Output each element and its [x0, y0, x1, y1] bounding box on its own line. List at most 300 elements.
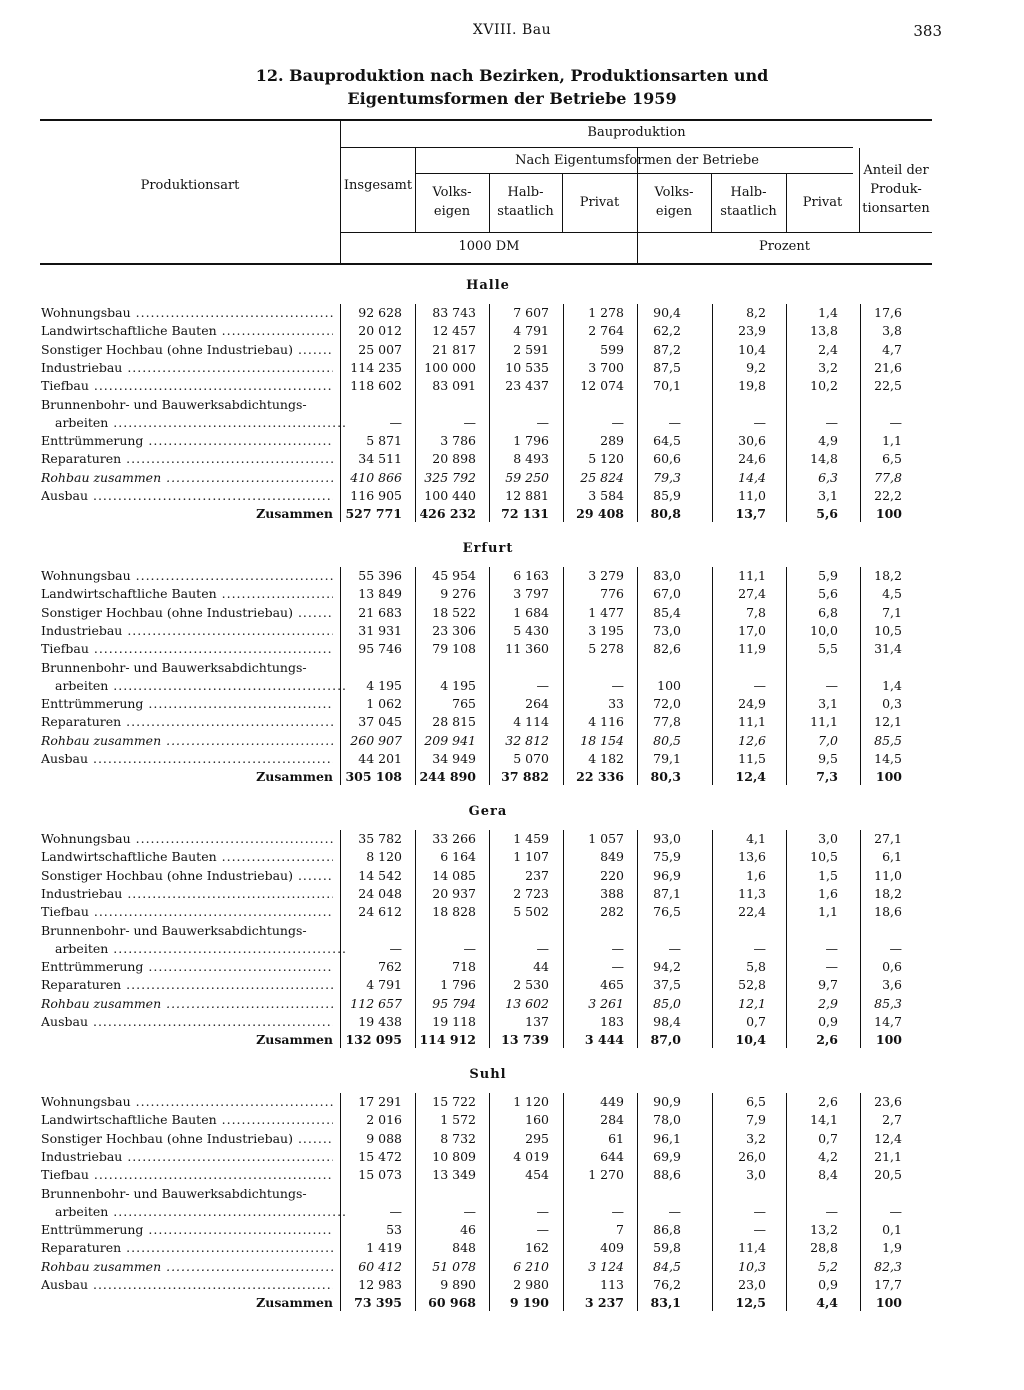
cell-privat-pct: 5,9	[818, 568, 838, 583]
table-row	[0, 677, 1024, 695]
cell-insgesamt: 410 866	[350, 469, 402, 485]
cell-halbstaatlich-dm: 160	[525, 1112, 549, 1128]
cell-privat-dm: 3 195	[588, 622, 624, 638]
cell-halbstaatlich-dm: 10 535	[505, 359, 549, 375]
cell-volkseigen-dm: 28 815	[432, 714, 476, 730]
section-suhl	[0, 1057, 1024, 1320]
cell-halbstaatlich-dm: 7 607	[513, 305, 549, 320]
cell-volkseigen-dm: 19 118	[432, 1014, 476, 1029]
cell-insgesamt: 118 602	[350, 378, 402, 394]
cell-halbstaatlich-dm: 2 530	[513, 977, 549, 993]
cell-privat-dm: 220	[600, 867, 624, 883]
cell-volkseigen-pct: 80,3	[650, 769, 681, 785]
cell-halbstaatlich-dm: 1 107	[513, 849, 549, 865]
table-row	[0, 304, 1024, 322]
cell-privat-dm: 3 279	[588, 568, 624, 583]
cell-anteil: —	[889, 1203, 902, 1219]
table-body	[0, 268, 1024, 1320]
cell-privat-pct: 0,9	[818, 1014, 838, 1029]
cell-halbstaatlich-dm: 137	[525, 1014, 549, 1029]
cell-halbstaatlich-pct: 12,6	[738, 732, 766, 748]
cell-privat-pct: 1,5	[818, 867, 838, 883]
row-label: Tiefbau .....	[41, 1166, 333, 1184]
cell-halbstaatlich-pct: 8,2	[746, 305, 766, 320]
cell-insgesamt: 73 395	[354, 1295, 402, 1311]
cell-volkseigen-dm: —	[463, 1203, 476, 1219]
cell-halbstaatlich-dm: 1 459	[513, 831, 549, 846]
cell-halbstaatlich-pct: —	[753, 1222, 766, 1238]
cell-insgesamt: 25 007	[358, 341, 402, 357]
cell-halbstaatlich-pct: 1,6	[746, 867, 766, 883]
table-row	[0, 1148, 1024, 1166]
cell-volkseigen-dm: 718	[452, 959, 476, 975]
cell-volkseigen-dm: 100 000	[424, 359, 476, 375]
cell-halbstaatlich-pct: 10,4	[735, 1032, 766, 1048]
cell-anteil: 6,1	[882, 849, 902, 865]
cell-volkseigen-pct: 93,0	[653, 831, 681, 846]
cell-privat-dm: 289	[600, 433, 624, 449]
cell-anteil: 17,6	[874, 305, 902, 320]
unit-percent-label: Prozent	[759, 239, 810, 254]
table-row	[0, 487, 1024, 505]
cell-privat-dm: 2 764	[588, 323, 624, 339]
cell-privat-dm: —	[611, 959, 624, 975]
cell-halbstaatlich-dm: 32 812	[505, 732, 549, 748]
halbstaatlich-pct-header: Halb- staatlich	[720, 185, 777, 219]
cell-insgesamt: —	[389, 414, 402, 430]
cell-privat-dm: 849	[600, 849, 624, 865]
cell-privat-pct: 10,0	[810, 622, 838, 638]
row-label: Brunnenbohr- und Bauwerksabdichtungs-	[41, 922, 307, 938]
table-row	[0, 450, 1024, 468]
cell-privat-pct: 2,9	[818, 995, 838, 1011]
cell-anteil: 17,7	[874, 1277, 902, 1292]
cell-anteil: 100	[875, 1032, 902, 1048]
cell-halbstaatlich-pct: 14,4	[738, 469, 766, 485]
cell-halbstaatlich-dm: 23 437	[505, 378, 549, 394]
cell-anteil: 21,1	[874, 1148, 902, 1164]
cell-insgesamt: 19 438	[358, 1014, 402, 1029]
cell-privat-pct: 0,7	[818, 1130, 838, 1146]
row-label: Sonstiger Hochbau (ohne Industriebau) .....	[41, 867, 333, 885]
cell-halbstaatlich-pct: —	[753, 414, 766, 430]
cell-privat-pct: 6,3	[818, 469, 838, 485]
cell-volkseigen-dm: 34 949	[432, 751, 476, 766]
cell-privat-pct: 3,0	[818, 831, 838, 846]
cell-halbstaatlich-dm: 6 163	[513, 568, 549, 583]
cell-privat-pct: 9,5	[818, 751, 838, 766]
cell-volkseigen-dm: 79 108	[432, 641, 476, 657]
cell-anteil: 1,4	[882, 677, 902, 693]
row-label: Rohbau zusammen .....	[41, 732, 333, 750]
cell-privat-pct: —	[825, 940, 838, 956]
volkseigen-dm-header: Volks- eigen	[432, 185, 472, 219]
cell-volkseigen-dm: 20 937	[432, 885, 476, 901]
cell-privat-dm: 61	[608, 1130, 624, 1146]
cell-anteil: 18,6	[874, 904, 902, 920]
table-row	[0, 341, 1024, 359]
bauproduktion-header: Bauproduktion	[587, 125, 686, 140]
cell-anteil: 100	[875, 769, 902, 785]
table-row	[0, 940, 1024, 958]
cell-halbstaatlich-pct: 19,8	[738, 378, 766, 394]
page-number: 383	[913, 22, 942, 40]
cell-insgesamt: 762	[378, 959, 402, 975]
cell-insgesamt: —	[389, 1203, 402, 1219]
cell-halbstaatlich-dm: 1 796	[513, 433, 549, 449]
table-row	[0, 1013, 1024, 1031]
table-row	[0, 903, 1024, 921]
cell-privat-dm: 409	[600, 1240, 624, 1256]
cell-anteil: 85,5	[874, 732, 902, 748]
cell-volkseigen-dm: —	[463, 940, 476, 956]
cell-privat-pct: 14,1	[810, 1112, 838, 1128]
privat-dm-header: Privat	[579, 195, 620, 210]
row-label: Sonstiger Hochbau (ohne Industriebau) .....	[41, 604, 333, 622]
row-label: Reparaturen .....	[41, 976, 333, 994]
cell-insgesamt: 114 235	[350, 359, 402, 375]
cell-volkseigen-dm: 20 898	[432, 451, 476, 467]
cell-volkseigen-pct: 79,1	[653, 751, 681, 766]
row-label: Landwirtschaftliche Bauten .....	[41, 1111, 333, 1129]
row-label: Landwirtschaftliche Bauten .....	[41, 322, 333, 340]
cell-volkseigen-pct: 85,4	[653, 604, 681, 620]
cell-insgesamt: 2 016	[366, 1112, 402, 1128]
cell-volkseigen-pct: 83,0	[653, 568, 681, 583]
cell-halbstaatlich-pct: 22,4	[738, 904, 766, 920]
cell-halbstaatlich-pct: —	[753, 940, 766, 956]
privat-pct-header: Privat	[802, 195, 843, 210]
row-label: Rohbau zusammen .....	[41, 995, 333, 1013]
cell-privat-pct: 5,6	[816, 506, 838, 522]
cell-privat-dm: 776	[600, 586, 624, 602]
cell-insgesamt: 15 472	[358, 1148, 402, 1164]
cell-privat-dm: 3 700	[588, 359, 624, 375]
cell-halbstaatlich-pct: 4,1	[746, 831, 766, 846]
cell-volkseigen-dm: 21 817	[432, 341, 476, 357]
cell-insgesamt: 35 782	[358, 831, 402, 846]
cell-privat-pct: 11,1	[810, 714, 838, 730]
cell-halbstaatlich-pct: 10,4	[738, 341, 766, 357]
cell-halbstaatlich-dm: 2 980	[513, 1277, 549, 1292]
row-label: Zusammen	[256, 769, 333, 785]
table-row	[0, 732, 1024, 750]
table-row	[0, 1130, 1024, 1148]
table-row	[0, 377, 1024, 395]
cell-halbstaatlich-pct: 26,0	[738, 1148, 766, 1164]
row-label: Sonstiger Hochbau (ohne Industriebau) .....	[41, 1130, 333, 1148]
row-label: arbeiten .....	[41, 414, 347, 432]
cell-halbstaatlich-dm: 13 602	[505, 995, 549, 1011]
cell-volkseigen-dm: 848	[452, 1240, 476, 1256]
cell-insgesamt: 4 791	[366, 977, 402, 993]
section-title: Suhl	[469, 1067, 507, 1082]
cell-volkseigen-pct: 79,3	[653, 469, 681, 485]
section-title: Halle	[466, 278, 510, 293]
halbstaatlich-dm-header: Halb- staatlich	[497, 185, 554, 219]
cell-volkseigen-pct: 78,0	[653, 1112, 681, 1128]
cell-halbstaatlich-pct: 11,1	[738, 568, 766, 583]
chapter-heading: XVIII. Bau	[472, 22, 552, 38]
cell-privat-pct: 5,2	[818, 1258, 838, 1274]
cell-privat-pct: 7,0	[818, 732, 838, 748]
row-label: Reparaturen .....	[41, 713, 333, 731]
cell-privat-pct: 10,2	[810, 378, 838, 394]
cell-insgesamt: 21 683	[358, 604, 402, 620]
cell-halbstaatlich-dm: 2 591	[513, 341, 549, 357]
cell-volkseigen-pct: 59,8	[653, 1240, 681, 1256]
cell-privat-pct: 4,9	[818, 433, 838, 449]
cell-volkseigen-dm: 244 890	[419, 769, 476, 785]
cell-halbstaatlich-dm: 9 190	[509, 1295, 549, 1311]
cell-privat-dm: 5 120	[588, 451, 624, 467]
cell-privat-dm: —	[611, 1203, 624, 1219]
cell-anteil: 22,5	[874, 378, 902, 394]
section-erfurt	[0, 531, 1024, 794]
cell-anteil: 0,6	[882, 959, 902, 975]
cell-privat-pct: 2,6	[818, 1094, 838, 1109]
cell-privat-dm: 4 182	[588, 751, 624, 766]
row-label: Industriebau .....	[41, 1148, 333, 1166]
row-label: Wohnungsbau .....	[41, 830, 333, 848]
cell-halbstaatlich-pct: 17,0	[738, 622, 766, 638]
cell-privat-dm: —	[611, 414, 624, 430]
unit-dm-label: 1000 DM	[458, 239, 520, 254]
cell-halbstaatlich-dm: 72 131	[501, 506, 549, 522]
cell-volkseigen-dm: 114 912	[419, 1032, 476, 1048]
cell-privat-pct: 14,8	[810, 451, 838, 467]
cell-privat-dm: —	[611, 677, 624, 693]
table-row	[0, 1185, 1024, 1203]
cell-volkseigen-dm: 23 306	[432, 622, 476, 638]
row-label: Wohnungsbau .....	[41, 567, 333, 585]
cell-privat-pct: 1,1	[818, 904, 838, 920]
cell-privat-dm: 22 336	[576, 769, 624, 785]
volkseigen-pct-header: Volks- eigen	[654, 185, 694, 219]
cell-volkseigen-pct: 60,6	[653, 451, 681, 467]
anteil-header: Anteil der Produk- tionsarten	[862, 163, 930, 216]
cell-volkseigen-pct: —	[668, 1203, 681, 1219]
cell-privat-pct: 3,1	[818, 696, 838, 712]
cell-privat-dm: 113	[600, 1277, 624, 1292]
cell-privat-pct: 5,6	[818, 586, 838, 602]
cell-anteil: 77,8	[874, 469, 902, 485]
table-row	[0, 976, 1024, 994]
cell-privat-pct: —	[825, 414, 838, 430]
row-label: Ausbau .....	[41, 750, 333, 768]
cell-halbstaatlich-pct: 12,1	[738, 995, 766, 1011]
row-label: Landwirtschaftliche Bauten .....	[41, 585, 333, 603]
cell-halbstaatlich-dm: —	[536, 1203, 549, 1219]
header-bottom-rule	[40, 263, 932, 265]
cell-privat-dm: 3 124	[588, 1258, 624, 1274]
cell-halbstaatlich-pct: 11,9	[738, 641, 766, 657]
cell-privat-dm: 1 057	[588, 831, 624, 846]
cell-halbstaatlich-dm: 5 430	[513, 622, 549, 638]
cell-halbstaatlich-dm: 264	[525, 696, 549, 712]
table-row	[0, 695, 1024, 713]
table-row	[0, 1221, 1024, 1239]
cell-privat-dm: 284	[600, 1112, 624, 1128]
cell-volkseigen-dm: 51 078	[432, 1258, 476, 1274]
table-row	[0, 830, 1024, 848]
cell-volkseigen-pct: 73,0	[653, 622, 681, 638]
cell-volkseigen-pct: 72,0	[653, 696, 681, 712]
cell-anteil: 12,1	[874, 714, 902, 730]
cell-anteil: 14,7	[874, 1014, 902, 1029]
cell-privat-dm: 33	[608, 696, 624, 712]
cell-volkseigen-pct: 94,2	[653, 959, 681, 975]
cell-halbstaatlich-dm: 59 250	[505, 469, 549, 485]
cell-volkseigen-dm: 1 572	[440, 1112, 476, 1128]
cell-anteil: 22,2	[874, 488, 902, 503]
cell-halbstaatlich-pct: 5,8	[746, 959, 766, 975]
cell-volkseigen-pct: 75,9	[653, 849, 681, 865]
cell-volkseigen-pct: 87,5	[653, 359, 681, 375]
cell-halbstaatlich-pct: 13,6	[738, 849, 766, 865]
cell-halbstaatlich-pct: —	[753, 677, 766, 693]
cell-insgesamt: 116 905	[350, 488, 402, 503]
cell-anteil: 21,6	[874, 359, 902, 375]
cell-halbstaatlich-dm: 454	[525, 1167, 549, 1183]
cell-insgesamt: 92 628	[358, 305, 402, 320]
cell-privat-dm: 5 278	[588, 641, 624, 657]
cell-halbstaatlich-dm: 4 791	[513, 323, 549, 339]
table-row	[0, 848, 1024, 866]
table-row	[0, 585, 1024, 603]
cell-anteil: 100	[875, 506, 902, 522]
row-label: Rohbau zusammen .....	[41, 469, 333, 487]
cell-volkseigen-dm: 13 349	[432, 1167, 476, 1183]
cell-volkseigen-pct: 76,2	[653, 1277, 681, 1292]
cell-privat-pct: 5,5	[818, 641, 838, 657]
cell-halbstaatlich-pct: 13,7	[735, 506, 766, 522]
cell-privat-pct: —	[825, 677, 838, 693]
row-label: Industriebau .....	[41, 885, 333, 903]
cell-volkseigen-dm: 6 164	[440, 849, 476, 865]
cell-halbstaatlich-dm: 37 882	[501, 769, 549, 785]
cell-halbstaatlich-dm: 5 502	[513, 904, 549, 920]
table-row	[0, 768, 1024, 786]
table-row	[0, 1276, 1024, 1294]
section-title: Erfurt	[462, 541, 514, 556]
cell-insgesamt: 8 120	[366, 849, 402, 865]
table-row	[0, 1258, 1024, 1276]
cell-volkseigen-pct: 88,6	[653, 1167, 681, 1183]
cell-insgesamt: 53	[386, 1222, 402, 1238]
cell-insgesamt: 9 088	[366, 1130, 402, 1146]
cell-volkseigen-pct: 76,5	[653, 904, 681, 920]
cell-privat-dm: 1 270	[588, 1167, 624, 1183]
cell-volkseigen-pct: 70,1	[653, 378, 681, 394]
cell-volkseigen-dm: 325 792	[424, 469, 476, 485]
row-label: Brunnenbohr- und Bauwerksabdichtungs-	[41, 396, 307, 412]
section-halle	[0, 268, 1024, 531]
cell-volkseigen-dm: 12 457	[432, 323, 476, 339]
cell-privat-dm: 7	[616, 1222, 624, 1238]
cell-volkseigen-dm: 9 890	[440, 1277, 476, 1292]
cell-privat-dm: 388	[600, 885, 624, 901]
row-label: Reparaturen .....	[41, 1239, 333, 1257]
cell-halbstaatlich-dm: —	[536, 414, 549, 430]
cell-volkseigen-pct: 64,5	[653, 433, 681, 449]
cell-halbstaatlich-dm: 8 493	[513, 451, 549, 467]
cell-volkseigen-pct: 37,5	[653, 977, 681, 993]
cell-insgesamt: 31 931	[358, 622, 402, 638]
cell-anteil: 1,9	[882, 1240, 902, 1256]
cell-halbstaatlich-pct: 30,6	[738, 433, 766, 449]
cell-halbstaatlich-pct: 10,3	[738, 1258, 766, 1274]
cell-privat-dm: 282	[600, 904, 624, 920]
row-label: Ausbau .....	[41, 1276, 333, 1294]
cell-volkseigen-pct: 98,4	[653, 1014, 681, 1029]
cell-anteil: 6,5	[882, 451, 902, 467]
cell-halbstaatlich-dm: 1 120	[513, 1094, 549, 1109]
cell-halbstaatlich-pct: 52,8	[738, 977, 766, 993]
stub-header: Produktionsart	[140, 178, 240, 193]
cell-volkseigen-pct: 90,4	[653, 305, 681, 320]
cell-privat-dm: 449	[600, 1094, 624, 1109]
cell-halbstaatlich-dm: 12 881	[505, 488, 549, 503]
table-row	[0, 867, 1024, 885]
table-row	[0, 622, 1024, 640]
cell-anteil: 2,7	[882, 1112, 902, 1128]
row-label: Enttrümmerung .....	[41, 432, 333, 450]
cell-anteil: 0,3	[882, 696, 902, 712]
cell-privat-dm: 183	[600, 1014, 624, 1029]
cell-volkseigen-pct: 96,1	[653, 1130, 681, 1146]
cell-insgesamt: 15 073	[358, 1167, 402, 1183]
cell-anteil: 31,4	[874, 641, 902, 657]
cell-privat-dm: 599	[600, 341, 624, 357]
cell-insgesamt: 60 412	[358, 1258, 402, 1274]
cell-insgesamt: 1 062	[366, 696, 402, 712]
cell-volkseigen-dm: 209 941	[424, 732, 476, 748]
table-row	[0, 1294, 1024, 1312]
cell-privat-dm: 25 824	[580, 469, 624, 485]
cell-privat-pct: 2,6	[816, 1032, 838, 1048]
cell-insgesamt: 44 201	[358, 751, 402, 766]
cell-privat-pct: 1,4	[818, 305, 838, 320]
table-row	[0, 322, 1024, 340]
row-label: Wohnungsbau .....	[41, 1093, 333, 1111]
cell-anteil: 14,5	[874, 751, 902, 766]
row-label: Industriebau .....	[41, 622, 333, 640]
cell-volkseigen-pct: 62,2	[653, 323, 681, 339]
row-label: Wohnungsbau .....	[41, 304, 333, 322]
cell-halbstaatlich-pct: 7,9	[746, 1112, 766, 1128]
cell-volkseigen-dm: 100 440	[424, 488, 476, 503]
cell-halbstaatlich-dm: 4 114	[513, 714, 549, 730]
cell-anteil: 11,0	[874, 867, 902, 883]
table-row	[0, 396, 1024, 414]
table-row	[0, 1093, 1024, 1111]
cell-insgesamt: 14 542	[358, 867, 402, 883]
cell-insgesamt: 17 291	[358, 1094, 402, 1109]
cell-volkseigen-dm: 426 232	[419, 506, 476, 522]
cell-halbstaatlich-dm: 11 360	[505, 641, 549, 657]
cell-halbstaatlich-pct: 12,5	[735, 1295, 766, 1311]
cell-insgesamt: 112 657	[350, 995, 402, 1011]
cell-privat-dm: 4 116	[588, 714, 624, 730]
cell-volkseigen-pct: 87,0	[650, 1032, 681, 1048]
cell-anteil: 3,8	[882, 323, 902, 339]
cell-insgesamt: 4 195	[366, 677, 402, 693]
cell-halbstaatlich-pct: 12,4	[735, 769, 766, 785]
cell-privat-pct: 4,2	[818, 1148, 838, 1164]
row-label: Enttrümmerung .....	[41, 695, 333, 713]
section-gera	[0, 794, 1024, 1057]
